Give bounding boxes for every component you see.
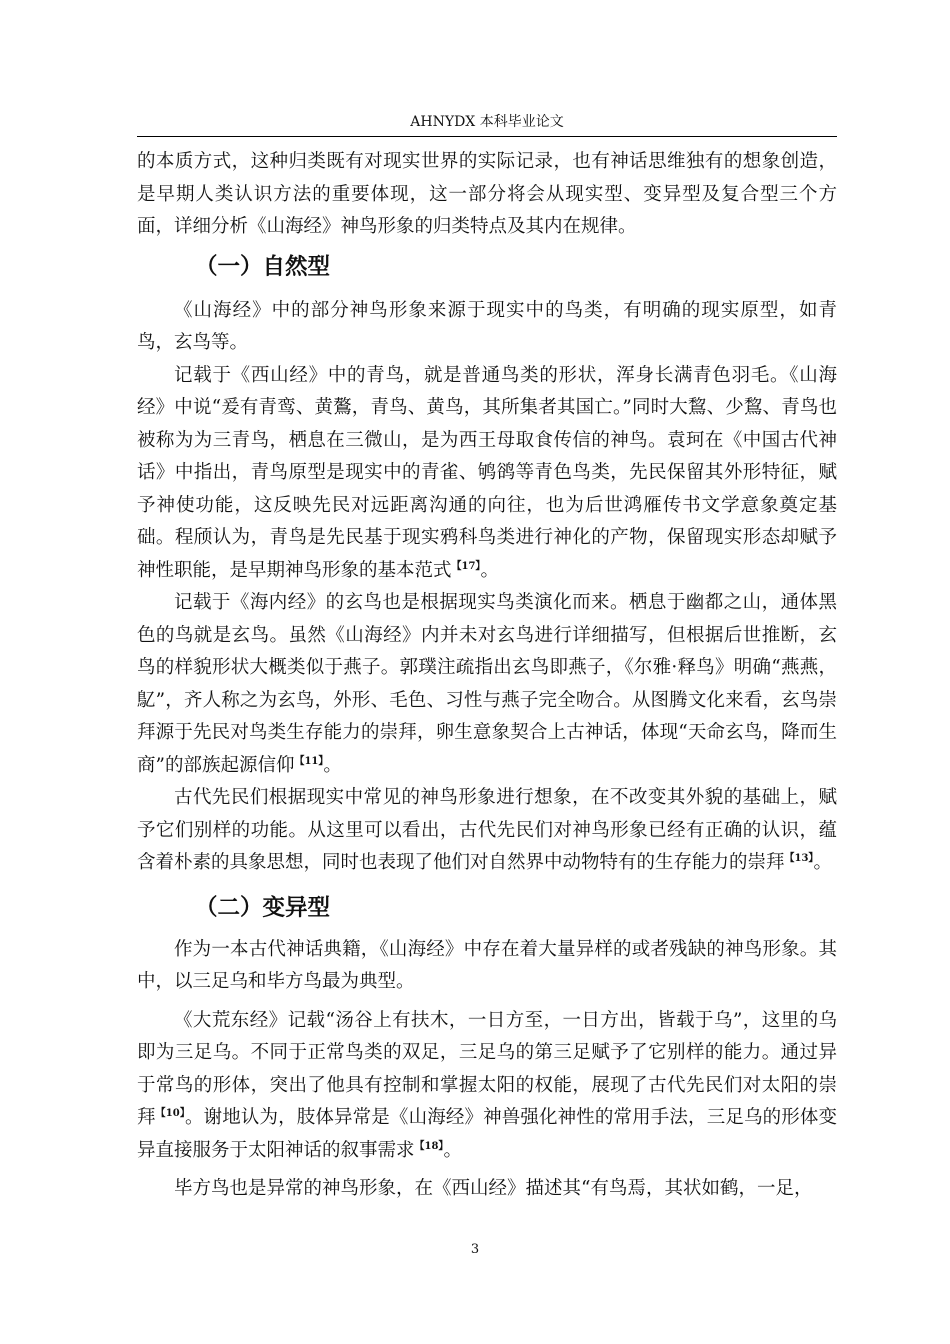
- paragraph-end: 。: [443, 1139, 462, 1161]
- paragraph-end: 。: [323, 754, 342, 776]
- citation-ref: 【17】: [451, 560, 481, 572]
- paragraph-end: 。: [480, 559, 499, 581]
- citation-ref: 【10】: [155, 1107, 185, 1119]
- paragraph: [137, 360, 837, 588]
- paragraph-text: 古代先民们根据现实中常见的神鸟形象进行想象，在不改变其外貌的基础上，赋予它们别样的功能。从这里可以看出，古代先民们对神鸟形象已经有正确的认识，蕴含着朴素的具象思想，同时也表现了他们对自然界中动物特有的生存能力的崇拜: [137, 787, 837, 873]
- page-number: 3: [470, 1242, 480, 1257]
- section-heading: （一）自然型: [195, 253, 331, 280]
- paragraph: [137, 587, 837, 782]
- paragraph-text: 。谢地认为，肢体异常是《山海经》神兽强化神性的常用手法，三足乌的形体变异直接服务于太阳神话的叙事需求: [137, 1107, 837, 1161]
- paragraph: 作为一本古代神话典籍，《山海经》中存在着大量异样的或者残缺的神鸟形象。其中，以三足乌和毕方鸟最为典型。: [137, 938, 837, 992]
- paragraph-text: 《大荒东经》记载“汤谷上有扶木，一日方至，一日方出，皆载于乌”，这里的乌即为三足乌。不同于正常鸟类的双足，三足乌的第三足赋予了它别样的能力。通过异于常鸟的形体，突出了他具有控制和掌握太阳的权能，展现了古代先民们对太阳的崇拜: [137, 1009, 837, 1128]
- citation-ref: 【11】: [294, 755, 324, 767]
- paragraph-text: 记载于《西山经》中的青鸟，就是普通鸟类的形状，浑身长满青色羽毛。《山海经》中说“爰有青鸾、黄鷔，青鸟、黄鸟，其所集者其国亡。”同时大鵹、少鵹、青鸟也被称为为三青鸟，栖息在三微山，是为西王母取食传信的神鸟。袁珂在《中国古代神话》中指出，青鸟原型是现实中的青雀、鸲鹆等青色鸟类，先民保留其外形特征，赋予神使功能，这反映先民对远距离沟通的向往，也为后世鸿雁传书文学意象奠定基础。程颀认为，青鸟是先民基于现实鸦科鸟类进行神化的产物，保留现实形态却赋予神性职能，是早期神鸟形象的基本范式: [137, 364, 837, 581]
- page-header: [137, 108, 837, 137]
- section-heading: （二）变异型: [195, 894, 331, 921]
- paragraph: [137, 782, 837, 880]
- citation-ref: 【13】: [784, 852, 814, 864]
- paragraph: [137, 1005, 837, 1168]
- header-title: AHNYDX 本科毕业论文: [410, 114, 564, 130]
- paragraph: 《山海经》中的部分神鸟形象来源于现实中的鸟类，有明确的现实原型，如青鸟，玄鸟等。: [137, 299, 837, 353]
- paragraph: 的本质方式，这种归类既有对现实世界的实际记录，也有神话思维独有的想象创造，是早期人类认识方法的重要体现，这一部分将会从现实型、变异型及复合型三个方面，详细分析《山海经》神鸟形象的归类特点及其内在规律。: [137, 151, 837, 237]
- document-body: [137, 146, 837, 1206]
- paragraph-text: 记载于《海内经》的玄鸟也是根据现实鸟类演化而来。栖息于幽都之山，通体黑色的鸟就是玄鸟。虽然《山海经》内并未对玄鸟进行详细描写，但根据后世推断，玄鸟的样貌形状大概类似于燕子。郭璞注疏指出玄鸟即燕子，《尔雅·释鸟》明确“燕燕，鳦”，齐人称之为玄鸟，外形、毛色、习性与燕子完全吻合。从图腾文化来看，玄鸟崇拜源于先民对鸟类生存能力的崇拜，卵生意象契合上古神话，体现“天命玄鸟，降而生商”的部族起源信仰: [137, 592, 837, 776]
- paragraph-end: 。: [813, 852, 832, 873]
- citation-ref: 【18】: [414, 1140, 444, 1152]
- paragraph: 毕方鸟也是异常的神鸟形象，在《西山经》描述其“有鸟焉，其状如鹤，一足，: [174, 1178, 813, 1199]
